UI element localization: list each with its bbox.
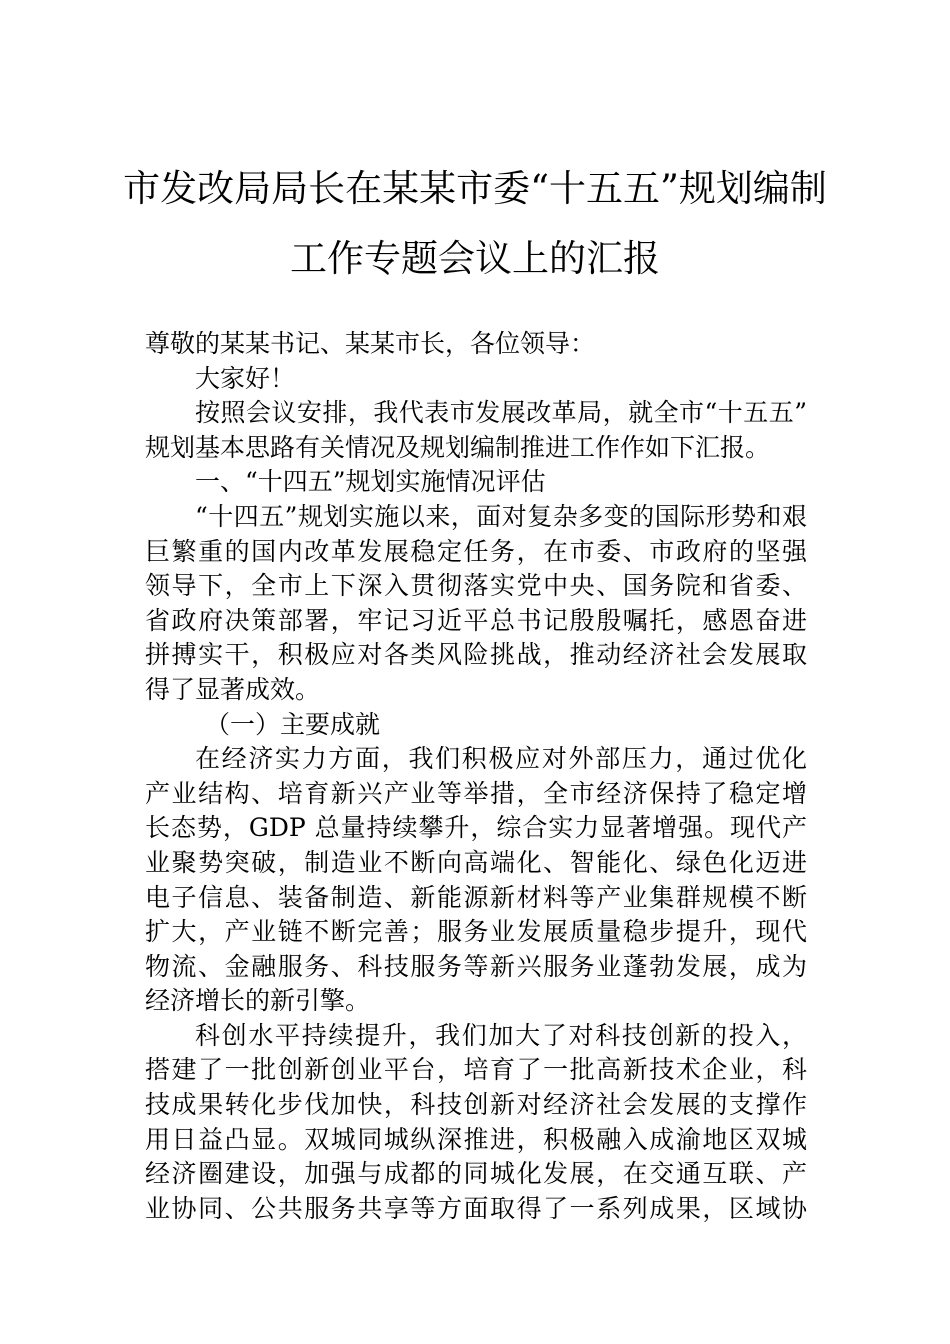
section-heading: 一、“十四五”规划实施情况评估 [195,467,546,497]
salutation-line: 尊敬的某某书记、某某市长，各位领导： [145,329,596,358]
document-title-line-2: 工作专题会议上的汇报 [290,237,660,280]
body-line: 业协同、公共服务共享等方面取得了一系列成果，区域协 [145,1193,807,1223]
body-line: 长态势，GDP 总量持续攀升，综合实力显著增强。现代产 [145,813,807,843]
body-line: 省政府决策部署，牢记习近平总书记殷殷嘱托，感恩奋进 [145,605,807,635]
body-line: 规划基本思路有关情况及规划编制推进工作作如下汇报。 [145,432,771,462]
body-line: 在经济实力方面，我们积极应对外部压力，通过优化 [195,744,807,774]
document-title-line-1: 市发改局局长在某某市委“十五五”规划编制 [123,167,827,210]
body-line: 经济圈建设，加强与成都的同城化发展，在交通互联、产 [145,1159,807,1189]
body-line: 物流、金融服务、科技服务等新兴服务业蓬勃发展，成为 [145,951,807,981]
document-body [145,327,807,1226]
body-line: “十四五”规划实施以来，面对复杂多变的国际形势和艰 [195,501,807,531]
body-line: 巨繁重的国内改革发展稳定任务，在市委、市政府的坚强 [145,536,807,566]
subsection-heading: （一）主要成就 [205,709,381,739]
body-line: 经济增长的新引擎。 [145,986,371,1016]
body-line: 电子信息、装备制造、新能源新材料等产业集群规模不断 [145,882,807,912]
greeting-line: 大家好！ [195,363,296,393]
body-line: 得了显著成效。 [145,674,321,704]
body-line: 技成果转化步伐加快，科技创新对经济社会发展的支撑作 [145,1090,807,1120]
body-line: 科创水平持续提升，我们加大了对科技创新的投入， [195,1020,807,1050]
body-line: 搭建了一批创新创业平台，培育了一批高新技术企业，科 [145,1055,807,1085]
body-line: 业聚势突破，制造业不断向高端化、智能化、绿色化迈进 [145,847,807,877]
body-line: 领导下，全市上下深入贯彻落实党中央、国务院和省委、 [145,571,807,601]
body-line: 扩大，产业链不断完善；服务业发展质量稳步提升，现代 [145,917,807,947]
body-line: 产业结构、培育新兴产业等举措，全市经济保持了稳定增 [145,778,807,808]
body-line: 用日益凸显。双城同城纵深推进，积极融入成渝地区双城 [145,1124,807,1154]
body-line: 按照会议安排，我代表市发展改革局，就全市“十五五” [195,398,807,428]
body-line: 拼搏实干，积极应对各类风险挑战，推动经济社会发展取 [145,640,807,670]
